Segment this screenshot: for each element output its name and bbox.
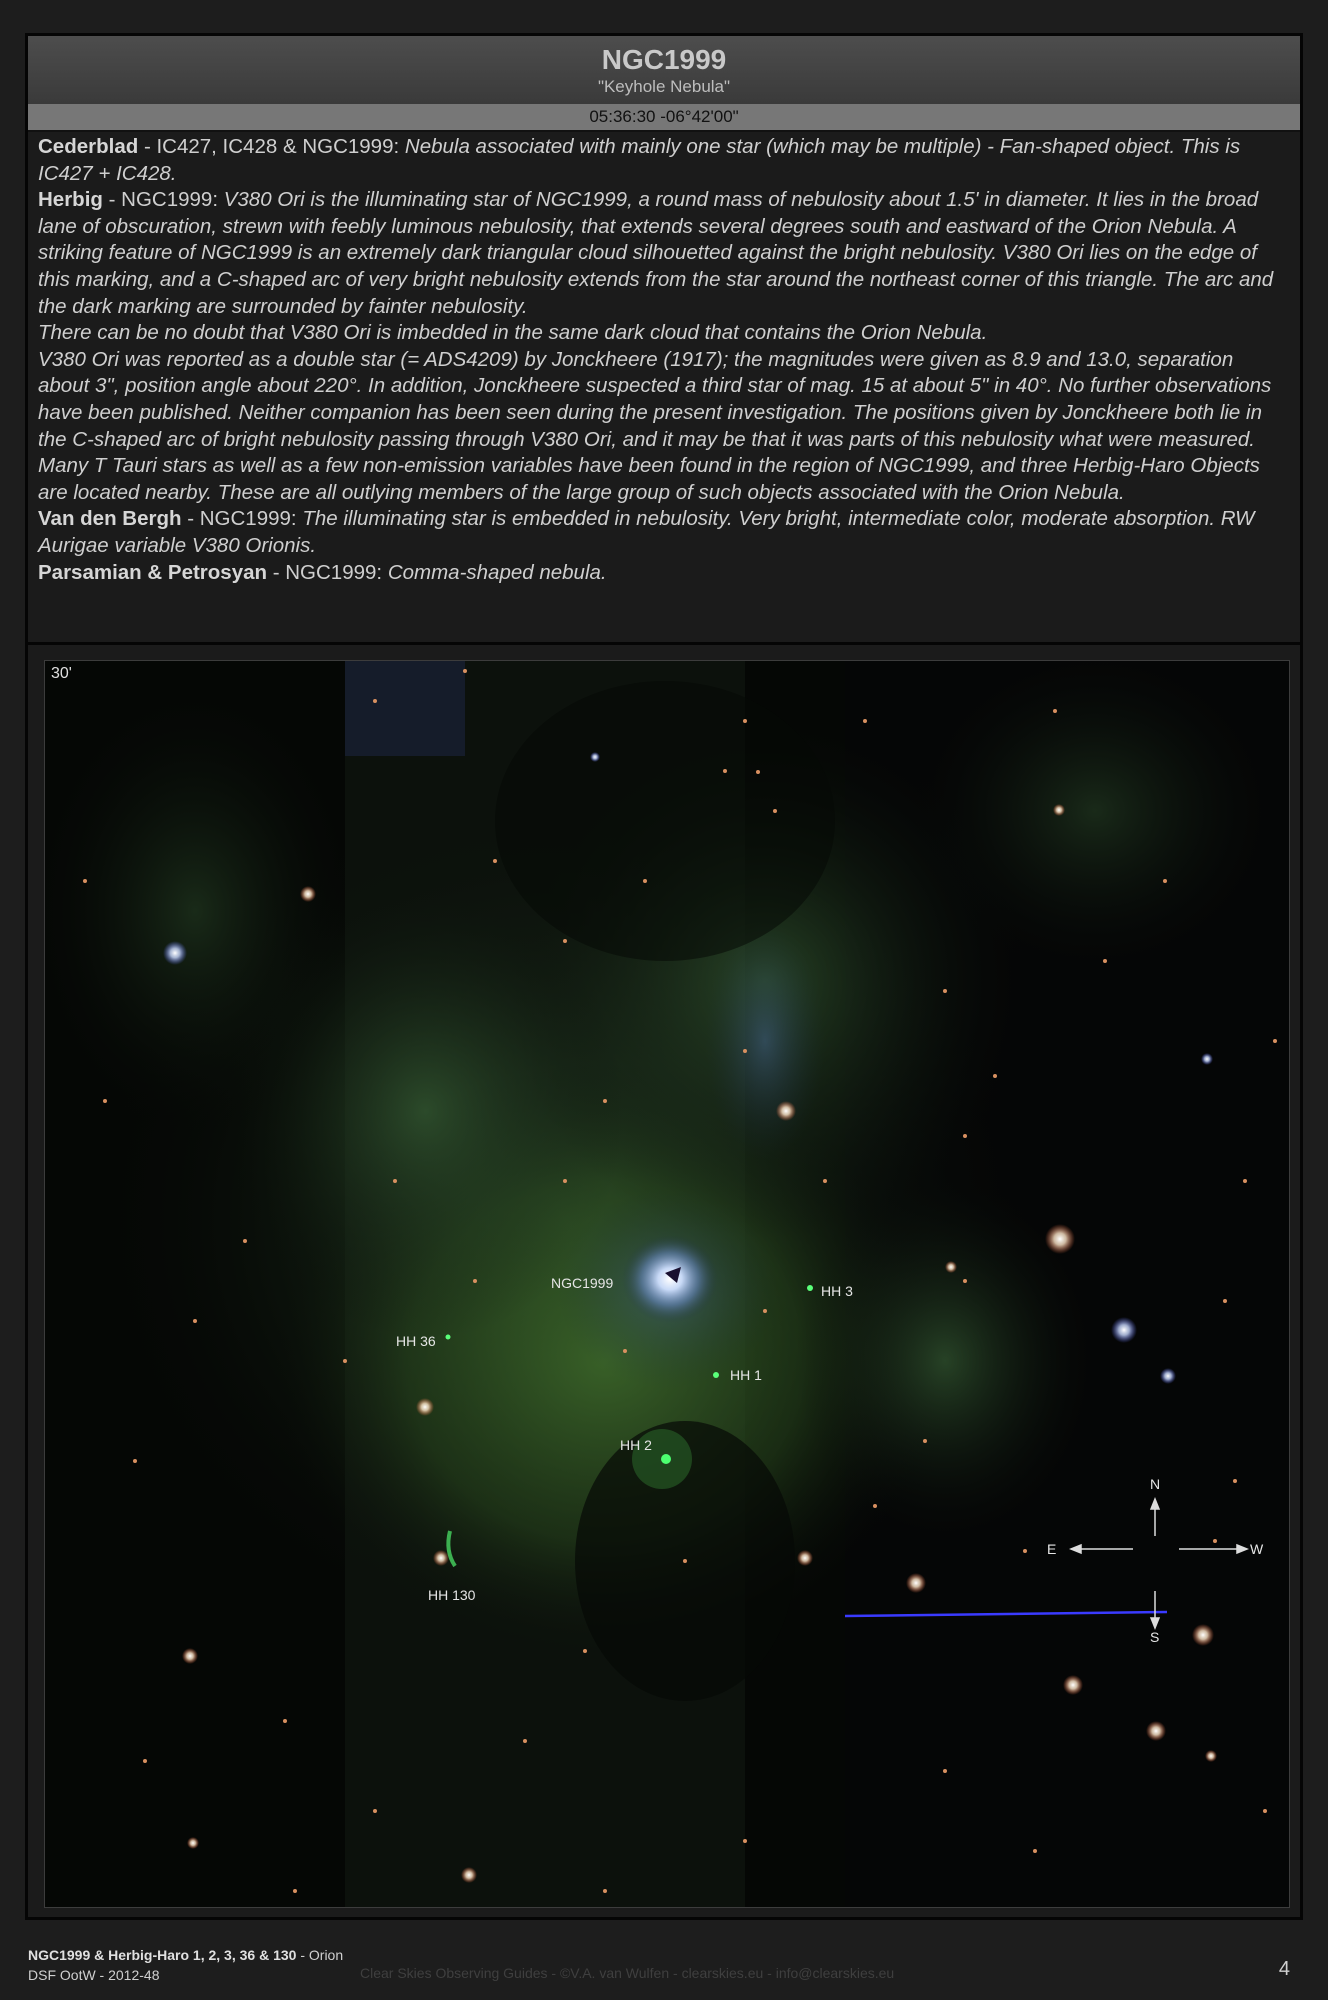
description-cederblad (38, 134, 1290, 187)
compass-rose (45, 661, 1289, 1907)
footer-title: NGC1999 & Herbig-Haro 1, 2, 3, 36 & 130 (28, 1947, 297, 1963)
description-parsamian (38, 560, 1290, 587)
author-name: Parsamian & Petrosyan (38, 560, 268, 584)
compass-north: N (1150, 1476, 1161, 1492)
description-paragraph: Many T Tauri stars as well as a few non-emission variables have been found in the region of NGC1999, and three Herbig-Haro Objects are located nearby. These are all outlying members of the large group of such objects associated with the Orion Nebula. (38, 454, 1260, 504)
label-hh130: HH 130 (428, 1587, 476, 1603)
page-title: NGC1999 (601, 44, 727, 75)
description-block (38, 134, 1290, 586)
description-herbig (38, 187, 1290, 320)
scale-label: 30' (51, 665, 72, 682)
author-name: Herbig (38, 188, 103, 212)
label-ngc1999: NGC1999 (551, 1275, 614, 1291)
label-hh36: HH 36 (396, 1333, 436, 1349)
label-hh2: HH 2 (620, 1437, 652, 1453)
footer-credit: Clear Skies Observing Guides - ©V.A. van Wulfen - clearskies.eu - info@clearskies.eu (360, 1965, 895, 1981)
description-van-den-bergh (38, 506, 1290, 559)
label-hh1: HH 1 (730, 1367, 762, 1383)
footer-constellation: - Orion (296, 1947, 344, 1963)
description-text: The illuminating star is embedded in nebulosity. Very bright, intermediate color, moderate absorption. RW Aurigae variable V380 Orionis. (38, 507, 1255, 557)
compass-east: E (1047, 1541, 1057, 1557)
object-reference: - NGC1999: (102, 188, 224, 212)
object-reference: - NGC1999: (181, 507, 303, 531)
sky-image (44, 660, 1290, 1908)
page-frame (25, 33, 1303, 1920)
label-hh3: HH 3 (821, 1283, 853, 1299)
description-text: V380 Ori is the illuminating star of NGC1999, a round mass of nebulosity about 1.5' in diameter. It lies in the broad lane of obscuration, strewn with feebly luminous nebulosity, that extends several degrees south and eastward of the Orion Nebula. A striking feature of NGC1999 is an extremely dark triangular cloud silhouetted against the bright nebulosity. V380 Ori lies on the edge of this marking, and a C-shaped arc of very bright nebulosity extends from the star around the northeast corner of this triangle. The arc and the dark marking are surrounded by fainter nebulosity. (38, 188, 1274, 318)
author-name: Cederblad (38, 135, 139, 158)
description-text: Comma-shaped nebula. (387, 560, 607, 584)
description-paragraph: There can be no doubt that V380 Ori is imbedded in the same dark cloud that contains the Orion Nebula. (38, 321, 988, 345)
footer-caption (28, 1945, 343, 1985)
object-reference: - IC427, IC428 & NGC1999: (138, 135, 405, 158)
object-reference: - NGC1999: (267, 560, 388, 584)
object-nickname: "Keyhole Nebula" (597, 77, 731, 96)
coordinates-bar: 05:36:30 -06°42'00" (28, 104, 1300, 132)
footer-series: DSF OotW - 2012-48 (28, 1967, 160, 1983)
title-bar (28, 36, 1300, 106)
author-name: Van den Bergh (38, 507, 182, 531)
section-divider (28, 642, 1300, 645)
description-text: Nebula associated with mainly one star (which may be multiple) - Fan-shaped object. This is IC427 + IC428. (38, 135, 1241, 185)
compass-west: W (1250, 1541, 1264, 1557)
description-paragraph: V380 Ori was reported as a double star (= ADS4209) by Jonckheere (1917); the magnitudes were given as 8.9 and 13.0, separation about 3", position angle about 220°. In addition, Jonckheere suspected a third star of mag. 15 at about 5" in 40°. No further observations have been published. Neither companion has been seen during the present investigation. The positions given by Jonckheere both lie in the C-shaped arc of bright nebulosity passing through V380 Ori, and it may be that it was parts of this nebulosity what were measured. (38, 347, 1272, 451)
compass-south: S (1150, 1629, 1160, 1645)
page-number: 4 (1278, 1958, 1290, 1980)
